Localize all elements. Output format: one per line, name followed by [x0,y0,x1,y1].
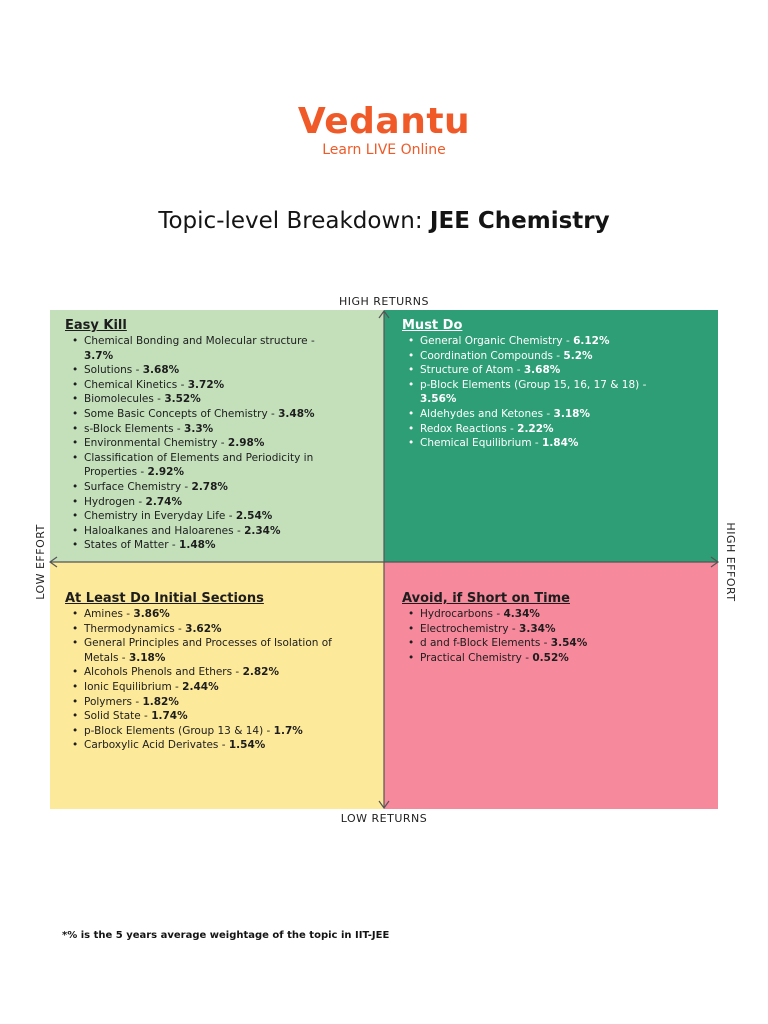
topic-weightage: 2.82% [242,666,279,679]
topic-name: Polymers - [84,695,143,708]
topic-name: Coordination Compounds - [420,349,564,362]
topic-weightage: 3.62% [185,622,222,635]
topic-name: Some Basic Concepts of Chemistry - [84,407,279,420]
logo-tagline: Learn LIVE Online [322,142,446,158]
topic-name: Alcohols Phenols and Ethers - [84,666,243,679]
topic-name: Hydrocarbons - [420,608,504,620]
topic-weightage: 2.98% [227,437,265,450]
topic-weightage: 2.34% [244,524,281,537]
topic-weightage: 2.92% [147,466,184,479]
topic-name: Redox Reactions - [420,422,518,435]
topic-weightage: 3.7% [84,349,114,362]
topic-name: Amines - [84,608,134,620]
topic-weightage: 5.2% [563,349,593,362]
topic-weightage: 1.74% [151,710,188,723]
topic-name: Hydrogen - [84,495,146,508]
topic-name: Surface Chemistry - [84,480,192,493]
quadrant-title: Must Do [402,318,463,333]
topic-name: General Principles and Processes of Isolation of Metals - [84,637,332,664]
topic-name: Carboxylic Acid Derivates - [84,739,229,752]
logo-wordmark: Vedantu [297,101,471,142]
topic-name: Ionic Equilibrium - [84,680,183,693]
topic-weightage: 3.3% [184,422,214,435]
axis-label-low-returns: LOW RETURNS [340,812,428,825]
topic-name: Chemical Equilibrium - [420,437,543,450]
quadrant-title: Avoid, if Short on Time [402,591,570,606]
topic-name: States of Matter - [84,539,180,552]
topic-weightage: 3.18% [553,407,590,420]
title-bold: JEE Chemistry [429,208,610,234]
topic-name: General Organic Chemistry - [420,335,574,347]
title-regular: Topic-level Breakdown: [158,208,430,234]
topic-weightage: 2.22% [517,422,554,435]
topic-weightage: 4.34% [503,608,540,620]
footnote: *% is the 5 years average weightage of the topic in IIT-JEE [62,930,390,941]
topic-name: s-Block Elements - [84,422,185,435]
axis-label-high-returns: HIGH RETURNS [338,295,430,308]
topic-weightage: 3.48% [278,407,315,420]
topic-weightage: 1.84% [542,437,579,450]
topic-name: Classification of Elements and Periodicity in Properties - [84,451,314,479]
topic-name: Haloalkanes and Haloarenes - [84,524,245,537]
topic-name: Solid State - [84,710,152,723]
topic-name: Thermodynamics - [84,622,186,635]
topic-name: Environmental Chemistry - [84,437,228,450]
topic-weightage: 3.86% [133,608,170,620]
topic-weightage: 3.54% [550,637,588,650]
topic-weightage: 2.54% [235,510,273,523]
topic-weightage: 6.12% [573,335,610,347]
axis-label-high-effort: HIGH EFFORT [724,522,737,602]
topic-name: d and f-Block Elements - [420,637,551,650]
quadrant-title: At Least Do Initial Sections [65,591,264,606]
topic-weightage: 2.74% [145,495,182,508]
topic-weightage: 3.56% [420,393,457,406]
topic-weightage: 0.52% [532,651,569,664]
axis-label-low-effort: LOW EFFORT [34,524,47,600]
topic-weightage: 1.48% [179,539,216,552]
topic-weightage: 3.72% [187,378,225,391]
topic-weightage: 3.68% [523,364,561,377]
topic-name: Chemistry in Everyday Life - [84,510,236,523]
topic-name: Solutions - [84,364,143,377]
topic-name: Aldehydes and Ketones - [420,407,554,420]
topic-name: Chemical Kinetics - [84,378,188,391]
topic-name: Biomolecules - [84,393,165,406]
topic-weightage: 3.68% [142,364,180,377]
topic-weightage: 3.34% [519,622,556,635]
topic-name: p-Block Elements (Group 13 & 14) - [84,724,274,737]
topic-weightage: 1.54% [228,739,266,752]
quadrant-title: Easy Kill [65,318,127,333]
topic-name: Electrochemistry - [420,622,520,635]
topic-weightage: 1.7% [273,724,303,737]
topic-name: Chemical Bonding and Molecular structure - [84,335,315,347]
topic-name: Structure of Atom - [420,364,524,377]
topic-name: Practical Chemistry - [420,651,533,664]
topic-weightage: 2.44% [182,680,219,693]
topic-name: p-Block Elements (Group 15, 16, 17 & 18) - [420,378,647,391]
topic-weightage: 3.18% [128,651,166,664]
topic-weightage: 2.78% [191,480,228,493]
topic-weightage: 3.52% [164,393,201,406]
topic-weightage: 1.82% [142,695,179,708]
